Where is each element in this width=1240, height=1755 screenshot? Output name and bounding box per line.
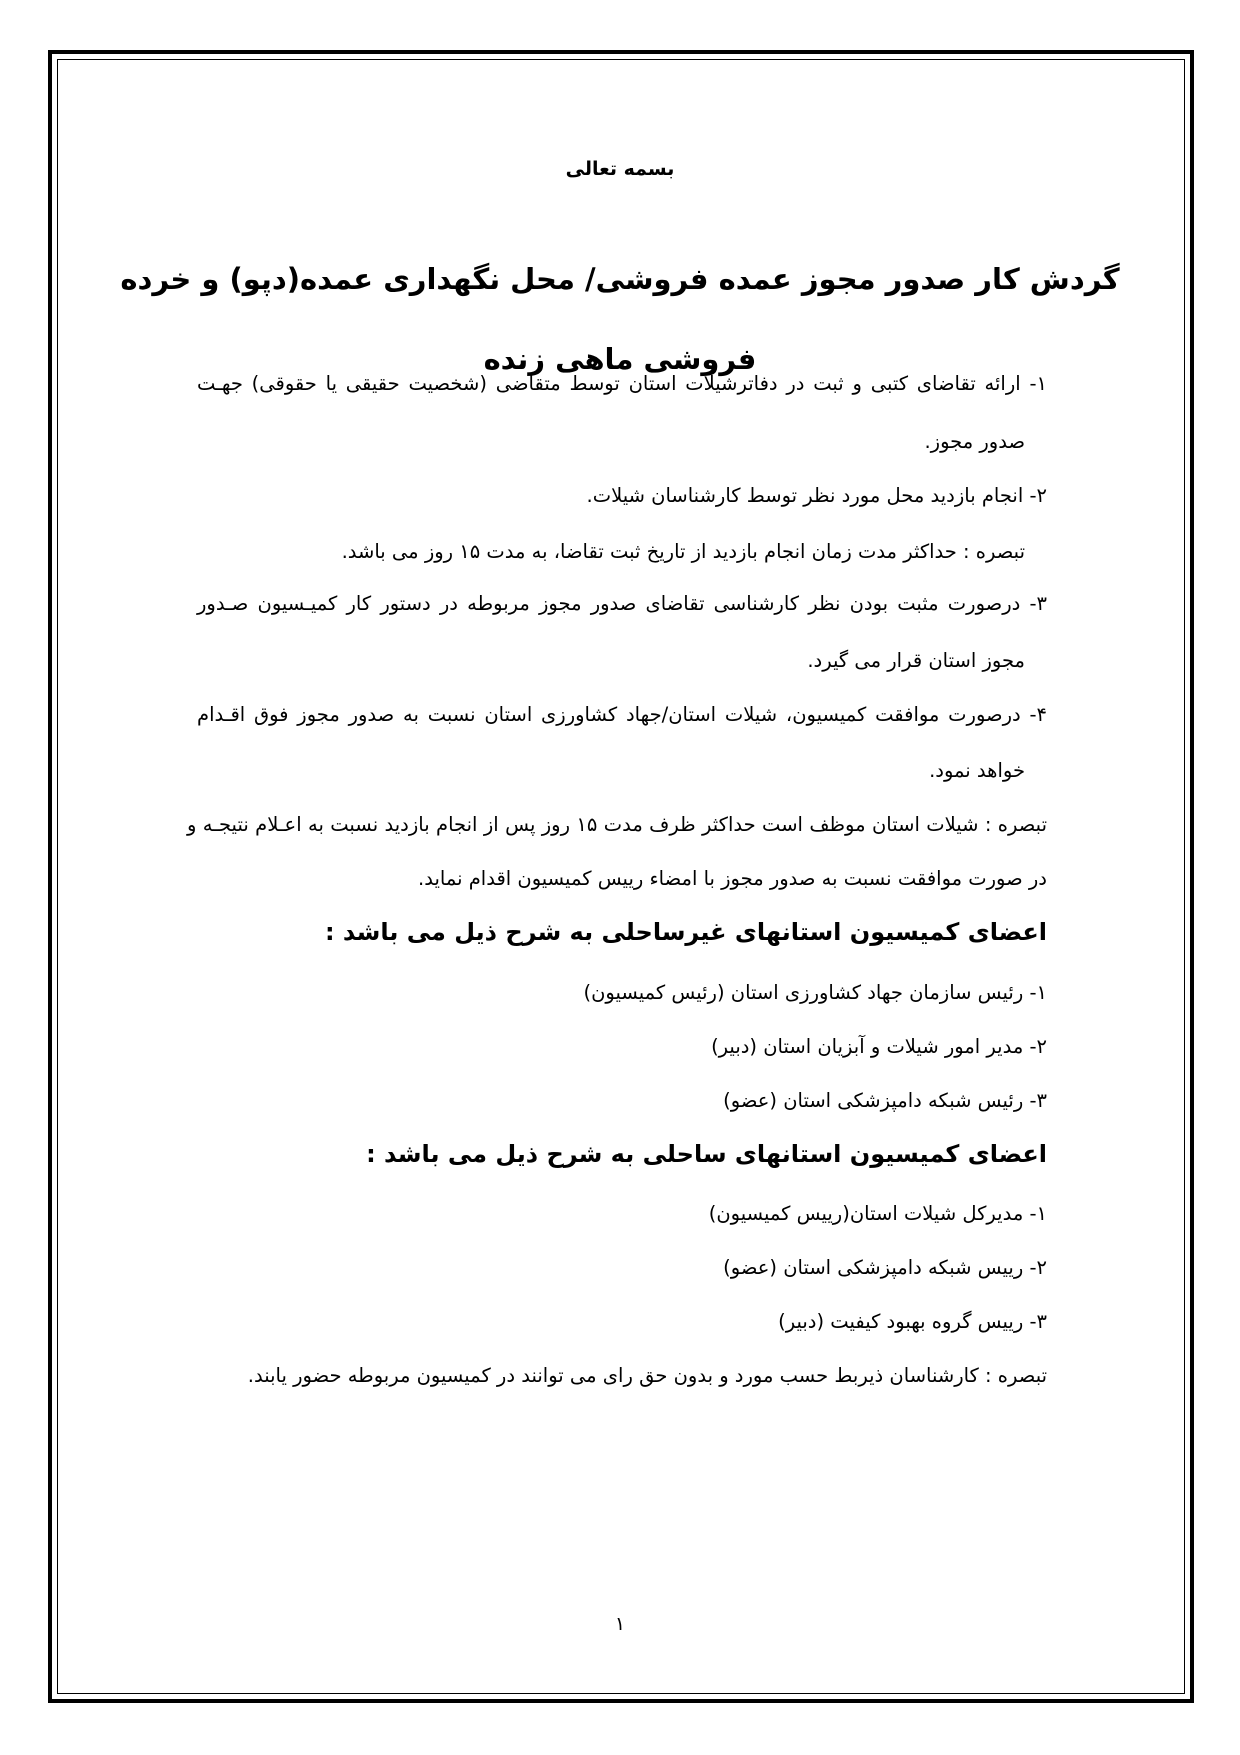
step-1-line-1: ۱- ارائه تقاضای کتبی و ثبت در دفاترشیلات استان توسط متقاضی (شخصیت حقیقی یا حقوقی) جهـت [197,372,1047,395]
coastal-member-2: ۲- رییس شبکه دامپزشکی استان (عضو) [723,1256,1047,1279]
inland-committee-heading: اعضای کمیسیون استانهای غیرساحلی به شرح ذیل می باشد : [324,918,1047,946]
coastal-member-3: ۳- رییس گروه بهبود کیفیت (دبیر) [778,1310,1047,1333]
step-2-note: تبصره : حداکثر مدت زمان انجام بازدید از تاریخ ثبت تقاضا، به مدت ۱۵ روز می باشد. [341,540,1025,563]
step-1-line-2: صدور مجوز. [924,430,1025,453]
page-number: ۱ [614,1613,626,1635]
inland-member-3: ۳- رئیس شبکه دامپزشکی استان (عضو) [723,1089,1047,1112]
final-note: تبصره : کارشناسان ذیربط حسب مورد و بدون حق رای می توانند در کمیسیون مربوطه حضور یابند. [247,1364,1047,1387]
document-title-line-1: گردش کار صدور مجوز عمده فروشی/ محل نگهداری عمده(دپو) و خرده [120,262,1120,296]
step-3-line-2: مجوز استان قرار می گیرد. [807,649,1025,672]
main-note-line-1: تبصره : شیلات استان موظف است حداکثر ظرف مدت ۱۵ روز پس از انجام بازدید نسبت به اعـلام نتیجـه و [187,813,1047,836]
inland-member-2: ۲- مدیر امور شیلات و آبزیان استان (دبیر) [711,1035,1047,1058]
coastal-member-1: ۱- مدیرکل شیلات استان(رییس کمیسیون) [708,1202,1047,1225]
step-2-line-1: ۲- انجام بازدید محل مورد نظر توسط کارشناسان شیلات. [586,484,1047,507]
step-3-line-1: ۳- درصورت مثبت بودن نظر کارشناسی تقاضای صدور مجوز مربوطه در دستور کار کمیـسیون صـدور [197,592,1047,615]
document-title-line-2: فروشی ماهی زنده [483,342,757,376]
coastal-committee-heading: اعضای کمیسیون استانهای ساحلی به شرح ذیل می باشد : [366,1140,1047,1168]
step-4-line-1: ۴- درصورت موافقت کمیسیون، شیلات استان/جهاد کشاورزی استان نسبت به صدور مجوز فوق اقـدام [197,703,1047,726]
basmala-heading: بسمه تعالی [565,158,675,180]
step-4-line-2: خواهد نمود. [929,759,1025,782]
main-note-line-2: در صورت موافقت نسبت به صدور مجوز با امضاء رییس کمیسیون اقدام نماید. [418,867,1047,890]
inland-member-1: ۱- رئیس سازمان جهاد کشاورزی استان (رئیس کمیسیون) [583,981,1047,1004]
